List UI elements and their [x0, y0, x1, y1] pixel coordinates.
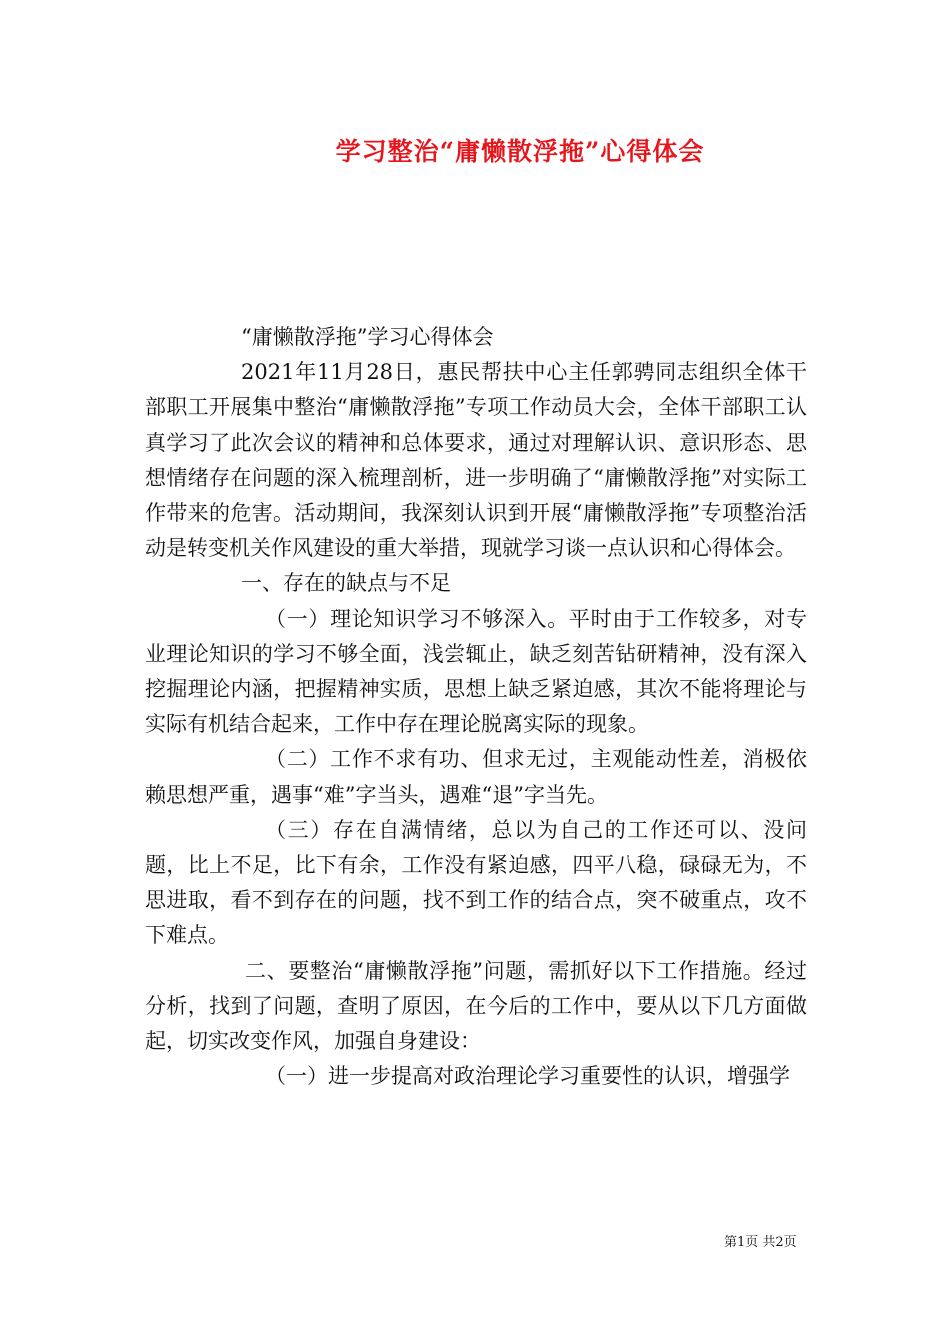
item-paragraph-4: （一）进一步提高对政治理论学习重要性的认识，增强学: [265, 1064, 790, 1089]
section-heading-1: 一、存在的缺点与不足: [241, 571, 451, 596]
intro-paragraph: 2021年11月28日，惠民帮扶中心主任郭骋同志组织全体干部职工开展集中整治“庸懒散浮拖”专项工作动员大会，全体干部职工认真学习了此次会议的精神和总体要求，通过对理解认识、意识形态、思想情绪存在问题的深入梳理剖析，进一步明确了“庸懒散浮拖”对实际工作带来的危害。活动期间，我深刻认识到开展“庸懒散浮拖”专项整治活动是转变机关作风建设的重大举措，现就学习谈一点认识和心得体会。: [145, 360, 807, 561]
item-paragraph-2: （二）工作不求有功、但求无过，主观能动性差，消极依赖思想严重，遇事“难”字当头，遇难“退”字当先。: [145, 747, 807, 807]
item-paragraph-1: （一）理论知识学习不够深入。平时由于工作较多，对专业理论知识的学习不够全面，浅尝辄止，缺乏刻苦钻研精神，没有深入挖掘理论内涵，把握精神实质，思想上缺乏紧迫感，其次不能将理论与实际有机结合起来，工作中存在理论脱离实际的现象。: [145, 606, 807, 737]
document-title: 学习整治“庸懒散浮拖”心得体会: [335, 137, 705, 166]
page-number-footer: 第1页 共2页: [724, 1235, 797, 1250]
section-heading-2: 二、要整治“庸懒散浮拖”问题，需抓好以下工作措施。经过分析，找到了问题，查明了原因，在今后的工作中，要从以下几方面做起，切实改变作风，加强自身建设：: [145, 958, 807, 1054]
item-paragraph-3: （三）存在自满情绪，总以为自己的工作还可以、没问题，比上不足，比下有余，工作没有紧迫感，四平八稳，碌碌无为，不思进取，看不到存在的问题，找不到工作的结合点，突不破重点，攻不下难点。: [145, 817, 807, 948]
subtitle-paragraph: “庸懒散浮拖”学习心得体会: [241, 325, 494, 349]
document-body: [145, 320, 807, 1094]
